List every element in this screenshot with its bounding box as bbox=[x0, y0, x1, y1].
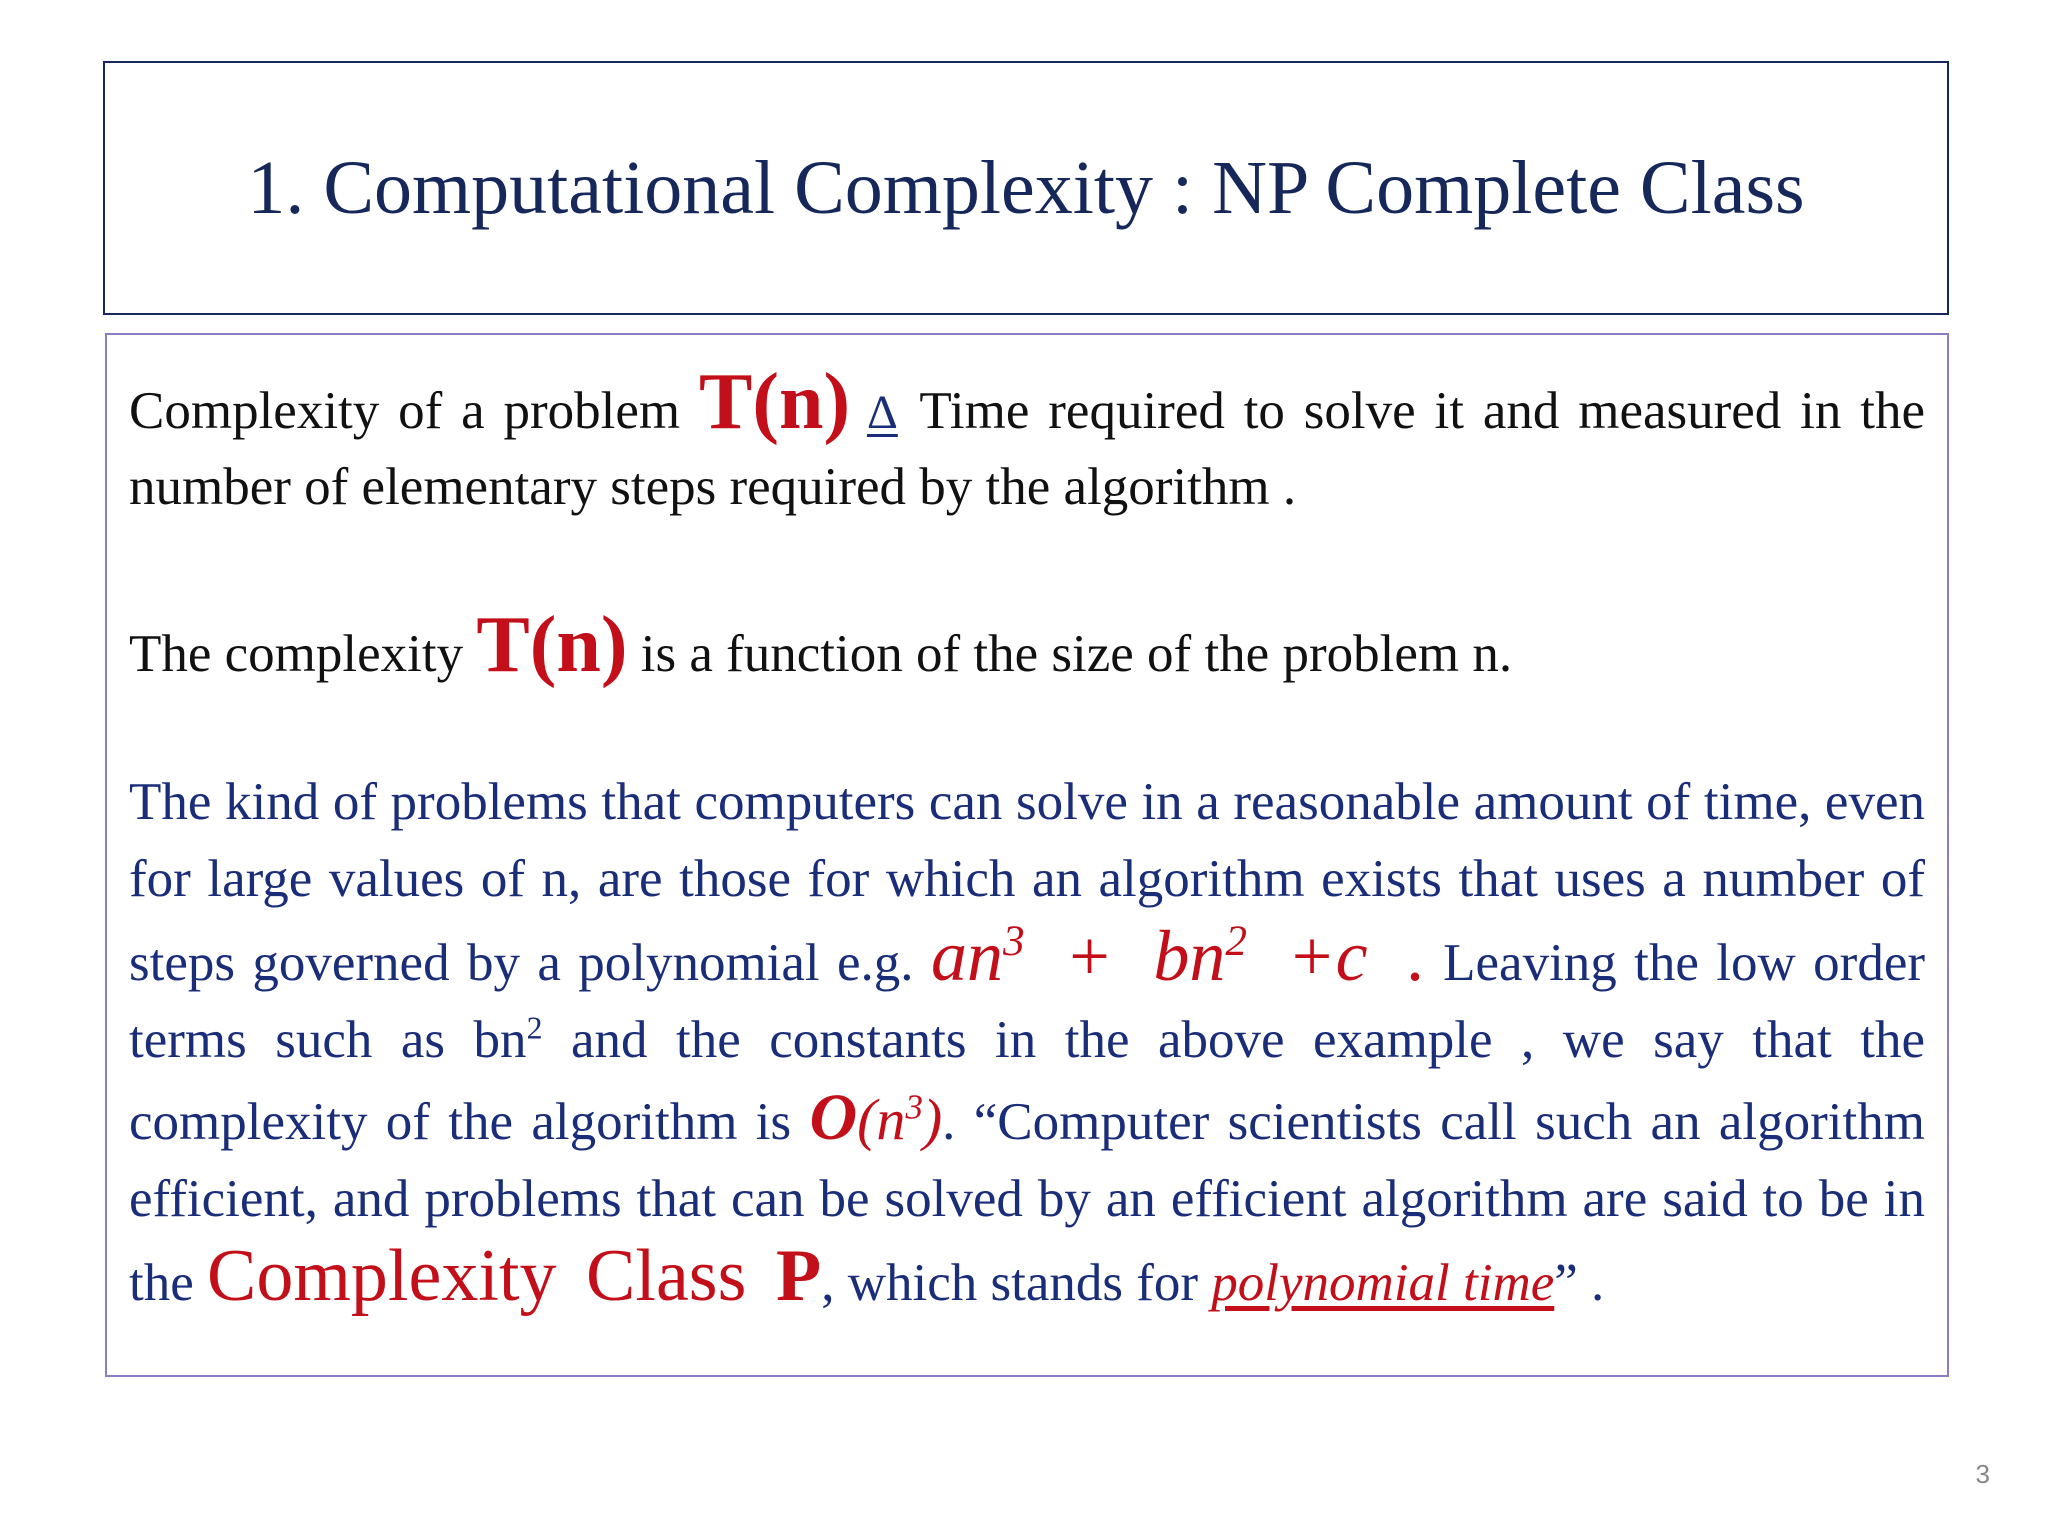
class-p-text-1: The kind of problems that computers can solve in a reasonable amount of time, even for large values of n, are those for which an algorithm exists that uses a number of steps governed by a polynomial e.g. bbox=[129, 773, 1925, 992]
big-o-exp: 3 bbox=[905, 1087, 923, 1127]
class-p-text-3: and the constants in the above example , we say that the complexity of the algorithm is bbox=[129, 1011, 1925, 1151]
poly-term-a: an bbox=[930, 916, 1003, 996]
delta-symbol: Δ bbox=[866, 386, 898, 439]
content-box bbox=[105, 333, 1949, 1377]
paragraph-function bbox=[129, 601, 1925, 694]
slide-title: 1. Computational Complexity : NP Complete Class bbox=[247, 146, 1805, 230]
poly-exp-a: 3 bbox=[1002, 918, 1025, 965]
complexity-class-p bbox=[207, 1235, 821, 1317]
paragraph-class-p bbox=[129, 764, 1925, 1322]
class-p-letter: P bbox=[776, 1235, 822, 1317]
tn-symbol: T(n) bbox=[699, 358, 851, 446]
big-o-close: ) bbox=[922, 1087, 943, 1152]
poly-term-c: +c . bbox=[1246, 916, 1426, 996]
function-rest: is a function of the size of the problem n. bbox=[627, 625, 1513, 683]
class-p-text-5: , which stands for bbox=[821, 1254, 1212, 1312]
definition-rest: Time required to solve it and measured in the number of elementary steps required by the algorithm . bbox=[129, 382, 1925, 516]
class-p-text-2: Leaving the low order terms such as bn bbox=[129, 934, 1925, 1069]
big-o-letter: O bbox=[809, 1081, 858, 1154]
page-number: 3 bbox=[1975, 1459, 1990, 1489]
big-o-open: (n bbox=[857, 1087, 906, 1152]
title-box bbox=[103, 61, 1949, 315]
tn-symbol: T(n) bbox=[476, 601, 628, 689]
function-lead: The complexity bbox=[129, 625, 477, 683]
poly-plus: + bbox=[1024, 916, 1154, 996]
poly-term-b: bn bbox=[1153, 916, 1226, 996]
class-p-text-4: . “Computer scientists call such an algorithm efficient, and problems that can be solved by an efficient algorithm are said to be in the bbox=[129, 1093, 1925, 1312]
class-p-text-6: ” . bbox=[1554, 1254, 1605, 1312]
class-p-text-2-exp: 2 bbox=[526, 1010, 543, 1046]
paragraph-definition bbox=[129, 358, 1925, 525]
definition-lead: Complexity of a problem bbox=[129, 382, 700, 440]
big-o-notation bbox=[809, 1081, 943, 1154]
poly-exp-b: 2 bbox=[1225, 918, 1247, 965]
complexity-class-label: Complexity Class bbox=[207, 1235, 776, 1317]
polynomial-expression bbox=[931, 916, 1426, 996]
polynomial-time-term: polynomial time bbox=[1211, 1254, 1555, 1312]
